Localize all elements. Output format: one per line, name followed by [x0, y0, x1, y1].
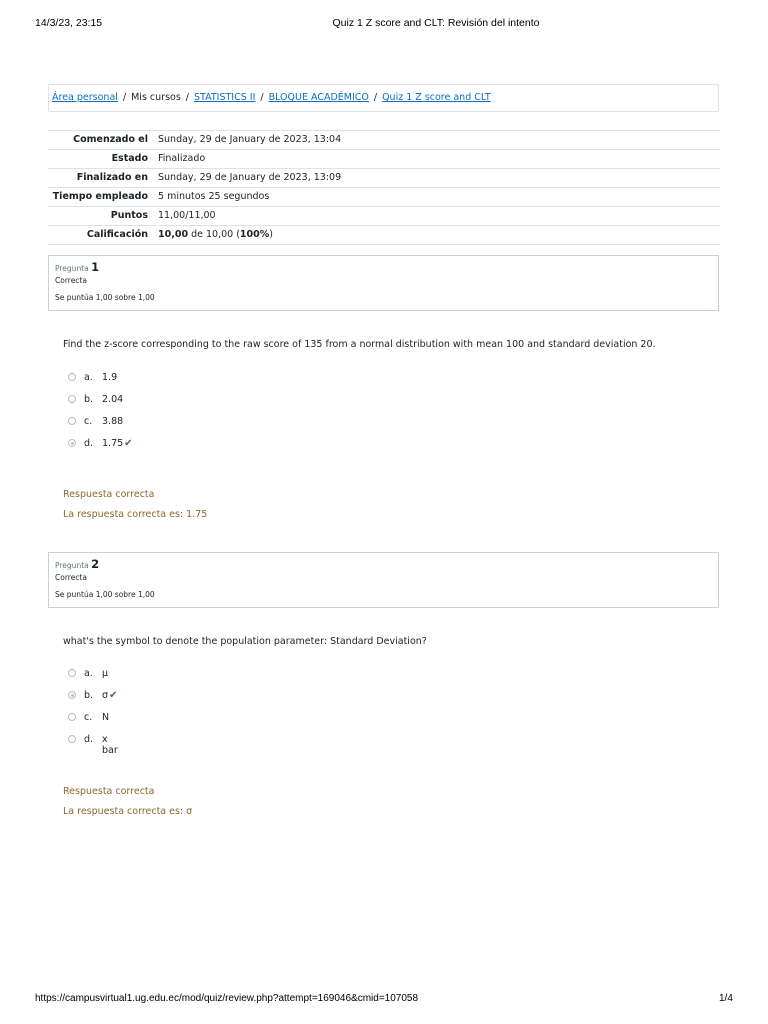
question-prefix: Pregunta — [55, 264, 89, 273]
print-date: 14/3/23, 23:15 — [35, 17, 103, 29]
option-letter: a. — [84, 372, 93, 383]
question-state: Correcta — [55, 573, 87, 582]
check-icon: ✔ — [124, 438, 133, 449]
check-icon: ✔ — [109, 690, 118, 701]
grade-close: ) — [269, 229, 273, 240]
breadcrumb-separator: / — [122, 92, 127, 103]
print-title: Quiz 1 Z score and CLT: Revisión del intento — [332, 17, 540, 29]
radio-button-selected[interactable] — [68, 691, 76, 699]
summary-label: Finalizado en — [76, 172, 148, 183]
radio-button[interactable] — [68, 373, 76, 381]
option-answer: N — [102, 712, 110, 723]
breadcrumb — [48, 84, 719, 112]
option-letter: c. — [84, 712, 93, 723]
question-1-feedback-status: Respuesta correcta — [63, 489, 155, 500]
breadcrumb-mis-cursos: Mis cursos — [131, 92, 181, 103]
option-letter: d. — [84, 734, 94, 745]
option-answer: 1.9 — [102, 372, 118, 383]
radio-button[interactable] — [68, 417, 76, 425]
summary-row-state — [48, 150, 720, 169]
question-2-text: what's the symbol to denote the population parameter: Standard Deviation? — [63, 636, 427, 647]
grade-of: de 10,00 ( — [188, 229, 240, 240]
option-answer-row — [102, 438, 133, 449]
question-2-feedback-status: Respuesta correcta — [63, 786, 155, 797]
option-answer: 3.88 — [102, 416, 124, 427]
summary-value — [154, 226, 720, 245]
question-number-value: 1 — [91, 260, 100, 274]
question-prefix: Pregunta — [55, 561, 89, 570]
question-number-value: 2 — [91, 557, 100, 571]
summary-label: Tiempo empleado — [52, 191, 148, 202]
option-answer: μ — [102, 668, 109, 679]
summary-row-grade — [48, 226, 720, 245]
question-2-correct-answer: La respuesta correcta es: σ — [63, 806, 193, 817]
summary-value: Sunday, 29 de January de 2023, 13:09 — [158, 172, 342, 183]
summary-value: Finalizado — [158, 153, 206, 164]
question-number — [55, 260, 718, 274]
attempt-summary-table — [48, 130, 720, 245]
option-letter: d. — [84, 438, 94, 449]
option-letter: a. — [84, 668, 93, 679]
radio-button[interactable] — [68, 713, 76, 721]
summary-row-marks — [48, 207, 720, 226]
breadcrumb-separator: / — [260, 92, 264, 103]
summary-row-time-taken — [48, 188, 720, 207]
breadcrumb-course[interactable]: STATISTICS II — [193, 92, 256, 103]
question-1-info — [48, 255, 719, 311]
breadcrumb-area-personal[interactable]: Área personal — [52, 92, 118, 103]
summary-label: Puntos — [110, 210, 148, 221]
summary-row-finished — [48, 169, 720, 188]
radio-button-selected[interactable] — [68, 439, 76, 447]
question-grade: Se puntúa 1,00 sobre 1,00 — [55, 590, 155, 599]
grade-score: 10,00 — [158, 229, 189, 240]
breadcrumb-quiz[interactable]: Quiz 1 Z score and CLT — [382, 92, 491, 103]
question-number — [55, 557, 718, 571]
summary-value: 11,00/11,00 — [158, 210, 216, 221]
option-answer: σ — [102, 690, 109, 701]
print-url: https://campusvirtual1.ug.edu.ec/mod/quiz/review.php?attempt=169046&cmid=107058 — [35, 993, 419, 1004]
question-grade: Se puntúa 1,00 sobre 1,00 — [55, 293, 155, 302]
question-state: Correcta — [55, 276, 87, 285]
summary-label: Calificación — [86, 229, 148, 240]
option-answer: 2.04 — [102, 394, 124, 405]
grade-percent: 100% — [239, 229, 270, 240]
breadcrumb-section[interactable]: BLOQUE ACADÉMICO — [268, 92, 369, 103]
radio-button[interactable] — [68, 735, 76, 743]
summary-label: Estado — [111, 153, 148, 164]
summary-value: Sunday, 29 de January de 2023, 13:04 — [158, 134, 342, 145]
question-1-text: Find the z-score corresponding to the raw score of 135 from a normal distribution with mean 100 and standard deviation 20. — [63, 339, 656, 350]
summary-value: 5 minutos 25 segundos — [158, 191, 270, 202]
page-number: 1/4 — [719, 993, 733, 1004]
summary-label: Comenzado el — [73, 134, 148, 145]
question-1-correct-answer: La respuesta correcta es: 1.75 — [63, 509, 208, 520]
option-letter: c. — [84, 416, 93, 427]
option-letter: b. — [84, 690, 94, 701]
option-answer: x bar — [102, 734, 118, 756]
option-letter: b. — [84, 394, 94, 405]
print-header — [0, 17, 768, 31]
question-2-info — [48, 552, 719, 608]
breadcrumb-separator: / — [185, 92, 189, 103]
option-answer: 1.75 — [102, 438, 124, 449]
radio-button[interactable] — [68, 669, 76, 677]
summary-row-started — [48, 131, 720, 150]
option-answer-row — [102, 690, 117, 701]
radio-button[interactable] — [68, 395, 76, 403]
breadcrumb-separator: / — [373, 92, 378, 103]
